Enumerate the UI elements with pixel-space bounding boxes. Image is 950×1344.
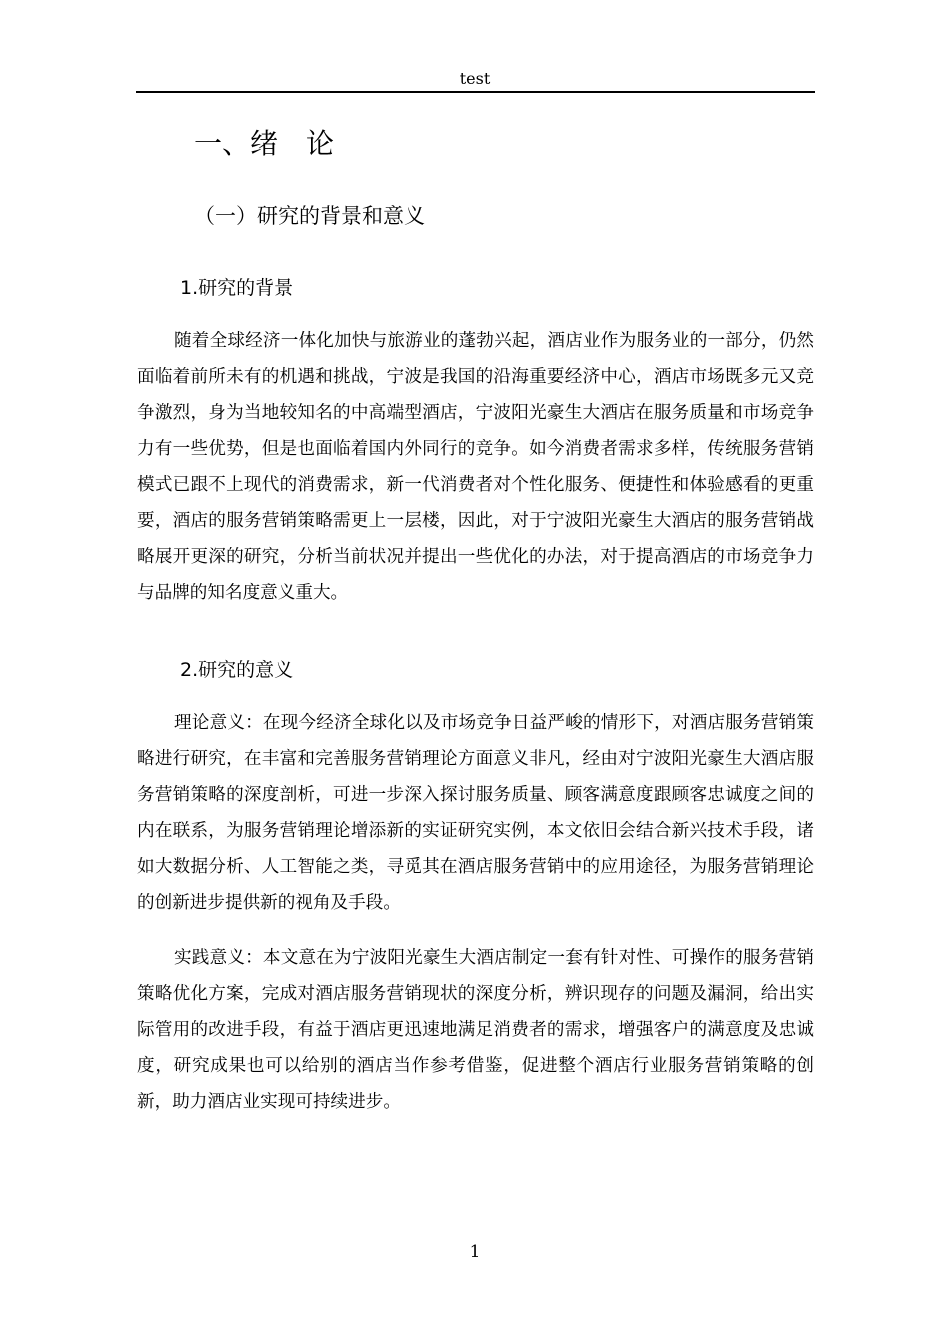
paragraph-practical-significance: 实践意义：本文意在为宁波阳光豪生大酒店制定一套有针对性、可操作的服务营销策略优化方案，完成对酒店服务营销现状的深度分析，辨识现存的问题及漏洞，给出实际管用的改进手段，有益于酒店更迅速地满足消费者的需求，增强客户的满意度及忠诚度，研究成果也可以给别的酒店当作参考借鉴，促进整个酒店行业服务营销策略的创新，助力酒店业实现可持续进步。: [137, 948, 814, 1112]
page-number: 1: [469, 1242, 481, 1262]
header-text: test: [459, 69, 491, 88]
subsection-title-background: 1.研究的背景: [180, 277, 294, 299]
subsection-title-significance: 2.研究的意义: [180, 659, 294, 681]
paragraph-background: 随着全球经济一体化加快与旅游业的蓬勃兴起，酒店业作为服务业的一部分，仍然面临着前所未有的机遇和挑战，宁波是我国的沿海重要经济中心，酒店市场既多元又竞争激烈，身为当地较知名的中高端型酒店，宁波阳光豪生大酒店在服务质量和市场竞争力有一些优势，但是也面临着国内外同行的竞争。如今消费者需求多样，传统服务营销模式已跟不上现代的消费需求，新一代消费者对个性化服务、便捷性和体验感看的更重要，酒店的服务营销策略需更上一层楼，因此，对于宁波阳光豪生大酒店的服务营销战略展开更深的研究，分析当前状况并提出一些优化的办法，对于提高酒店的市场竞争力与品牌的知名度意义重大。: [137, 331, 814, 603]
header-rule: [136, 91, 815, 93]
paragraph-theoretical-significance: 理论意义：在现今经济全球化以及市场竞争日益严峻的情形下，对酒店服务营销策略进行研究，在丰富和完善服务营销理论方面意义非凡，经由对宁波阳光豪生大酒店服务营销策略的深度剖析，可进一步深入探讨服务质量、顾客满意度跟顾客忠诚度之间的内在联系，为服务营销理论增添新的实证研究实例，本文依旧会结合新兴技术手段，诸如大数据分析、人工智能之类，寻觅其在酒店服务营销中的应用途径，为服务营销理论的创新进步提供新的视角及手段。: [137, 713, 814, 913]
section-title: （一）研究的背景和意义: [194, 204, 425, 228]
chapter-title: 一、绪 论: [194, 127, 335, 160]
